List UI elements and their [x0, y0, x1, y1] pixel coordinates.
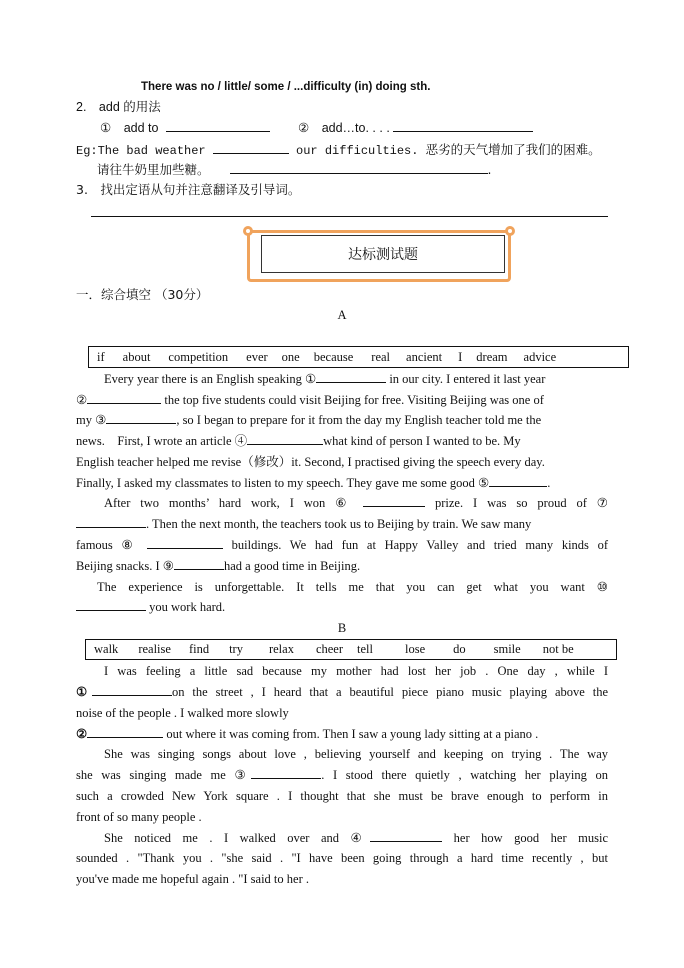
blank-eg[interactable]: [213, 140, 289, 154]
text: ②: [76, 393, 88, 407]
word-a-10: dream: [476, 349, 508, 364]
word-b-6: cheer: [315, 642, 344, 656]
blank-a-1[interactable]: [316, 369, 386, 383]
cn-sentence: 请往牛奶里加些糖。: [97, 162, 210, 177]
passage-a-label: A: [337, 308, 347, 322]
blank-a-8[interactable]: [147, 535, 223, 549]
text: her how good her music: [453, 831, 609, 845]
text: . Then the next month, the teachers took us to Beijing by train. We saw many: [146, 517, 532, 531]
eg-prefix: Eg:The bad weather: [76, 144, 206, 158]
example-sentence: There was no / little/ some / ...difficulty (in) doing sth.: [141, 81, 431, 93]
blank-cn[interactable]: [230, 160, 488, 174]
passage-a-line: [104, 493, 608, 513]
passage-b-line: She was singing songs about love , believing yourself and keeping on trying . The way: [104, 747, 608, 761]
word-a-8: ancient: [406, 349, 443, 364]
text: you work hard.: [149, 600, 226, 614]
text: she was singing made me ③: [76, 768, 252, 782]
blank-a-7[interactable]: [76, 514, 146, 528]
blank-a-10[interactable]: [76, 597, 146, 611]
word-a-5: one: [281, 349, 300, 364]
add-to-label: ① add to: [100, 121, 159, 135]
word-b-2: realise: [138, 642, 171, 656]
passage-b-line: [104, 828, 608, 848]
text: .: [547, 476, 551, 490]
word-a-2: about: [122, 349, 151, 364]
passage-b-line: front of so many people .: [76, 810, 202, 824]
banner-title: 达标测试题: [261, 235, 505, 273]
blank-a-3[interactable]: [106, 410, 176, 424]
text: Finally, I asked my classmates to listen to my speech. They gave me some good ⑤: [76, 476, 490, 490]
text: She noticed me . I walked over and ④: [104, 831, 371, 845]
text: , so I began to prepare for it from the day my English teacher told me the: [176, 413, 542, 427]
word-a-11: advice: [523, 349, 557, 364]
eg-line: [76, 140, 608, 161]
word-b-9: do: [453, 642, 466, 656]
add-to-label-2: ② add…to. . . .: [298, 121, 390, 135]
blank-b-4[interactable]: [370, 828, 442, 842]
word-a-7: real: [371, 349, 391, 364]
word-a-6: because: [313, 349, 354, 364]
word-b-10: smile: [493, 642, 521, 656]
passage-b-line: [76, 765, 608, 785]
banner-curl-right: [505, 226, 515, 236]
passage-a-line: [76, 514, 608, 534]
blank-a-5[interactable]: [489, 473, 547, 487]
text: had a good time in Beijing.: [224, 559, 361, 573]
text: Every year there is an English speaking ①: [104, 372, 317, 386]
text: in our city. I entered it last year: [389, 372, 546, 386]
passage-b-line: you've made me hopeful again . "I said to her .: [76, 872, 309, 886]
text: out where it was coming from. Then I saw a young lady sitting at a piano .: [166, 727, 539, 741]
section-heading: 一．综合填空 （30分）: [76, 287, 209, 302]
blank-b-1[interactable]: [92, 682, 172, 696]
passage-b-line: [76, 682, 608, 702]
word-a-1: if: [97, 349, 105, 364]
text: Beijing snacks. I ⑨: [76, 559, 174, 573]
passage-a-line: [76, 390, 608, 410]
passage-a-line: [76, 556, 608, 576]
text: After two months’ hard work, I won ⑥: [104, 496, 354, 510]
passage-a-line: [76, 597, 608, 617]
blank-a-2[interactable]: [87, 390, 161, 404]
eg-chinese: 恶劣的天气增加了我们的困难。: [425, 142, 601, 157]
word-b-5: relax: [268, 642, 294, 656]
text: ②: [76, 727, 88, 741]
passage-a-line: [76, 535, 608, 555]
passage-a-line: [76, 410, 608, 430]
blank-b-3[interactable]: [251, 765, 321, 779]
word-a-9: I: [458, 349, 463, 364]
add-to-option-2: [298, 118, 533, 138]
word-b-4: try: [229, 642, 243, 656]
passage-a-line: [104, 369, 608, 389]
title-banner: [243, 226, 515, 286]
word-b-11: not be: [542, 642, 574, 656]
word-a-4: ever: [246, 349, 268, 364]
word-box-a: [88, 346, 629, 368]
text: on the street , I heard that a beautiful piece piano music playing above the: [172, 685, 608, 699]
text: news. First, I wrote an article ④: [76, 434, 248, 448]
eg-line-2: [97, 160, 491, 180]
passage-b-label: B: [337, 621, 347, 635]
word-b-8: lose: [404, 642, 426, 656]
text: what kind of person I wanted to be. My: [323, 434, 521, 448]
word-box-b: [85, 639, 617, 660]
answer-line[interactable]: [91, 216, 608, 217]
passage-a-line: English teacher helped me revise（修改）it. Second, I practised giving the speech every day.: [76, 455, 545, 469]
text: prize. I was so proud of ⑦: [435, 496, 609, 510]
add-to-option: [100, 118, 270, 138]
blank-add-to-2[interactable]: [393, 118, 533, 132]
passage-a-line: [76, 473, 608, 493]
passage-b-line: [76, 724, 608, 744]
blank-a-6[interactable]: [363, 493, 425, 507]
eg-mid: our difficulties.: [296, 144, 419, 158]
blank-a-9[interactable]: [174, 556, 224, 570]
text: the top five students could visit Beijing for free. Visiting Beijing was one of: [164, 393, 544, 407]
passage-a-line: [76, 431, 608, 451]
passage-b-line: noise of the people . I walked more slowly: [76, 706, 289, 720]
passage-b-line: I was feeling a little sad because my mother had lost her job . One day , while I: [104, 664, 608, 678]
passage-b-line: sounded . "Thank you . "she said . "I have been going through a hard time recently , but: [76, 851, 608, 865]
banner-curl-left: [243, 226, 253, 236]
text: famous ⑧: [76, 538, 139, 552]
word-b-7: tell: [357, 642, 373, 656]
passage-a-line: The experience is unforgettable. It tells me that you can get what you want ⑩: [97, 580, 608, 594]
word-a-3: competition: [168, 349, 229, 364]
blank-a-4[interactable]: [247, 431, 323, 445]
word-b-3: find: [188, 642, 210, 656]
text: ①: [76, 685, 92, 699]
text: . I stood there quietly , watching her playing on: [321, 768, 608, 782]
blank-b-2[interactable]: [87, 724, 163, 738]
item3: 3. 找出定语从句并注意翻译及引导词。: [76, 182, 301, 197]
word-b-1: walk: [94, 642, 119, 656]
text: buildings. We had fun at Happy Valley and tried many kinds of: [231, 538, 609, 552]
blank-add-to[interactable]: [166, 118, 270, 132]
text: my ③: [76, 413, 107, 427]
period: .: [487, 162, 492, 177]
passage-b-line: such a crowded New York square . I thought that she must be brave enough to perform in: [76, 789, 608, 803]
item2-title: 2. add 的用法: [76, 100, 161, 114]
